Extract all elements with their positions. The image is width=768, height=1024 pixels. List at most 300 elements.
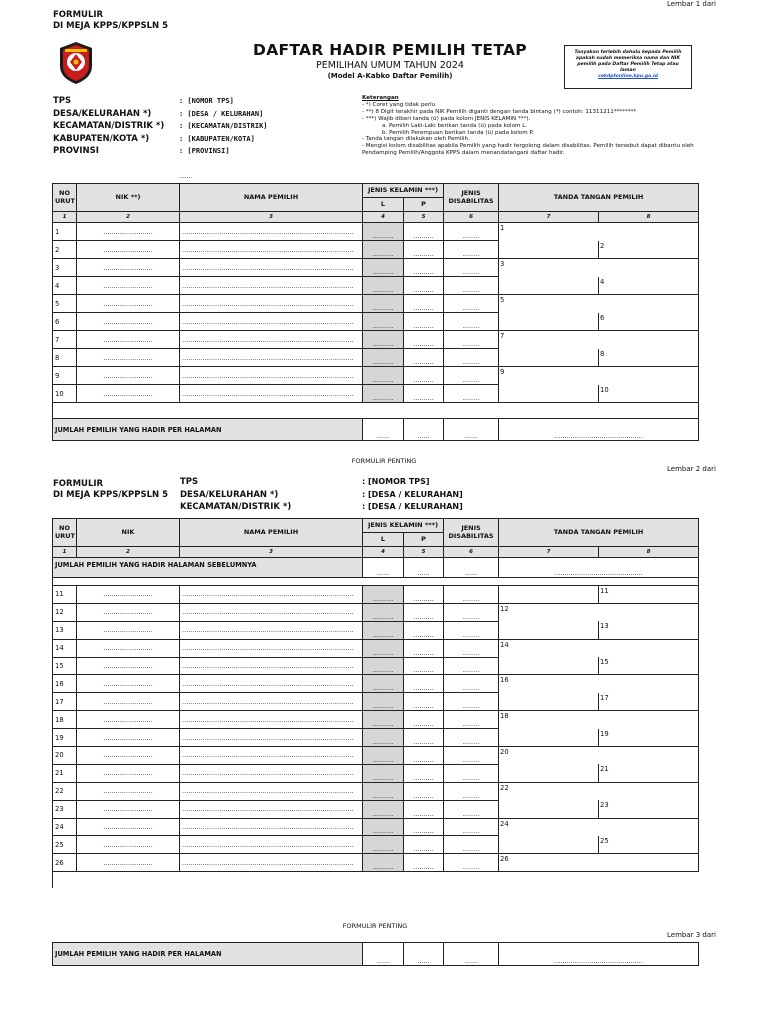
nama-cell[interactable]: ...................................................................................	[180, 295, 363, 313]
l-cell[interactable]: ..........	[363, 586, 404, 604]
signature-empty	[599, 259, 699, 277]
no-urut-cell: 8	[53, 349, 77, 367]
nik-cell[interactable]: ........................	[77, 675, 180, 693]
page2-field-labels	[180, 476, 360, 514]
nik-cell[interactable]: ........................	[77, 854, 180, 872]
signature-empty	[599, 331, 699, 349]
disabilitas-cell[interactable]: ........	[444, 241, 499, 259]
index-cell: 3	[180, 547, 363, 558]
signature-cell[interactable]	[499, 854, 599, 872]
signature-cell[interactable]	[599, 277, 699, 295]
no-urut-cell: 6	[53, 313, 77, 331]
signature-number: 4	[600, 277, 605, 286]
field-value-kecamatan[interactable]: : [KECAMATAN/DISTRIK]	[179, 122, 268, 130]
disabilitas-cell[interactable]: ........	[444, 693, 499, 711]
kpu-logo-icon	[56, 40, 96, 86]
signature-cell[interactable]	[499, 603, 599, 621]
model-label: (Model A-Kabko Daftar Pemilih)	[327, 72, 453, 80]
page2-table	[52, 518, 699, 888]
header-tanda-tangan: TANDA TANGAN PEMILIH	[499, 519, 699, 547]
signature-number: 2	[600, 241, 605, 250]
page-title: DAFTAR HADIR PEMILIH TETAP	[253, 41, 527, 59]
p-cell[interactable]: ..........	[404, 313, 444, 331]
signature-number: 18	[500, 712, 509, 721]
header-p: P	[404, 198, 444, 212]
header-no-urut: NO URUT	[53, 519, 77, 547]
disabilitas-cell[interactable]: ........	[444, 818, 499, 836]
signature-empty	[599, 603, 699, 621]
p-cell[interactable]: ..........	[404, 241, 444, 259]
nama-cell[interactable]: ...................................................................................	[180, 729, 363, 747]
disabilitas-cell[interactable]: ........	[444, 764, 499, 782]
table-row	[53, 367, 699, 385]
disabilitas-cell[interactable]: ........	[444, 313, 499, 331]
signature-empty	[599, 782, 699, 800]
signature-cell[interactable]	[599, 764, 699, 782]
disabilitas-cell[interactable]: ........	[444, 586, 499, 604]
disabilitas-cell[interactable]: ........	[444, 657, 499, 675]
disabilitas-cell[interactable]: ........	[444, 711, 499, 729]
no-urut-cell: 14	[53, 639, 77, 657]
signature-number: 3	[500, 260, 505, 268]
nama-cell[interactable]: ...................................................................................	[180, 639, 363, 657]
table-row	[53, 349, 699, 367]
l-cell[interactable]: ..........	[363, 385, 404, 403]
field-label-tps: TPS	[53, 96, 72, 106]
p-cell[interactable]: ..........	[404, 295, 444, 313]
sum-l[interactable]: ......	[363, 558, 404, 578]
no-urut-cell: 10	[53, 385, 77, 403]
l-cell[interactable]: ..........	[363, 223, 404, 241]
field-label-desa: DESA/KELURAHAN *)	[180, 489, 279, 500]
signature-empty	[499, 800, 599, 818]
l-cell[interactable]: ..........	[363, 693, 404, 711]
table-row	[53, 241, 699, 259]
p-cell[interactable]: ..........	[404, 603, 444, 621]
nama-cell[interactable]: ...................................................................................	[180, 259, 363, 277]
index-cell: 2	[77, 547, 180, 558]
header-nik: NIK **)	[77, 184, 180, 212]
l-cell[interactable]: ..........	[363, 836, 404, 854]
signature-number: 19	[600, 729, 609, 738]
signature-cell[interactable]	[499, 675, 599, 693]
signature-number: 13	[600, 622, 609, 631]
disabilitas-cell[interactable]: ........	[444, 800, 499, 818]
page1-field-values	[179, 95, 349, 158]
signature-cell[interactable]	[599, 349, 699, 367]
no-urut-cell: 3	[53, 259, 77, 277]
nik-cell[interactable]: ........................	[77, 385, 180, 403]
no-urut-cell: 9	[53, 367, 77, 385]
p-cell[interactable]: ..........	[404, 349, 444, 367]
index-cell: 5	[404, 547, 444, 558]
nama-cell[interactable]: ...................................................................................	[180, 800, 363, 818]
no-urut-cell: 2	[53, 241, 77, 259]
spacer-row	[53, 403, 699, 419]
index-cell: 8	[599, 212, 699, 223]
l-cell[interactable]: ..........	[363, 367, 404, 385]
sum-p[interactable]: ......	[404, 419, 444, 441]
nik-cell[interactable]: ........................	[77, 693, 180, 711]
no-urut-cell: 18	[53, 711, 77, 729]
header-l: L	[363, 198, 404, 212]
no-urut-cell: 16	[53, 675, 77, 693]
no-urut-cell: 1	[53, 223, 77, 241]
signature-empty	[599, 295, 699, 313]
spacer-cell	[53, 872, 699, 888]
header-jenis-kelamin: JENIS KELAMIN ***)	[363, 184, 444, 198]
field-value-kecamatan[interactable]: : [DESA / KELURAHAN]	[362, 502, 463, 511]
l-cell[interactable]: ..........	[363, 277, 404, 295]
p-cell[interactable]: ..........	[404, 639, 444, 657]
sum-l[interactable]: ......	[363, 419, 404, 441]
l-cell[interactable]: ..........	[363, 639, 404, 657]
signature-empty	[599, 711, 699, 729]
l-cell[interactable]: ..........	[363, 675, 404, 693]
table-row	[53, 313, 699, 331]
l-cell[interactable]: ..........	[363, 603, 404, 621]
signature-number: 11	[600, 587, 609, 595]
sum-l[interactable]: ......	[363, 943, 404, 966]
nik-cell[interactable]: ........................	[77, 621, 180, 639]
page1-footer: FORMULIR PENTING	[351, 457, 417, 465]
table-row	[53, 586, 699, 604]
nama-cell[interactable]: ...................................................................................	[180, 313, 363, 331]
nik-cell[interactable]: ........................	[77, 639, 180, 657]
field-label-desa: DESA/KELURAHAN *)	[53, 108, 152, 119]
p-cell[interactable]: ..........	[404, 782, 444, 800]
sum-tanda-tangan[interactable]: ...........................................	[499, 419, 699, 441]
p-cell[interactable]: ..........	[404, 800, 444, 818]
disabilitas-cell[interactable]: ........	[444, 729, 499, 747]
signature-empty	[499, 621, 599, 639]
nama-cell[interactable]: ...................................................................................	[180, 693, 363, 711]
disabilitas-cell[interactable]: ........	[444, 675, 499, 693]
signature-cell[interactable]	[499, 818, 599, 836]
header-no-urut: NO URUT	[53, 184, 77, 212]
disabilitas-cell[interactable]: ........	[444, 747, 499, 765]
sum-tanda-tangan[interactable]: ...........................................	[499, 558, 699, 578]
disabilitas-cell[interactable]: ........	[444, 854, 499, 872]
p-cell[interactable]: ..........	[404, 657, 444, 675]
nik-cell[interactable]: ........................	[77, 729, 180, 747]
index-cell: 3	[180, 212, 363, 223]
l-cell[interactable]: ..........	[363, 711, 404, 729]
index-cell: 4	[363, 547, 404, 558]
nama-cell[interactable]: ...................................................................................	[180, 764, 363, 782]
p-cell[interactable]: ..........	[404, 621, 444, 639]
table-row	[53, 782, 699, 800]
no-urut-cell: 25	[53, 836, 77, 854]
l-cell[interactable]: ..........	[363, 313, 404, 331]
signature-number: 16	[500, 676, 509, 685]
nik-cell[interactable]: ........................	[77, 259, 180, 277]
index-cell: 6	[444, 212, 499, 223]
notice-link[interactable]: cekdptonline.kpu.go.id	[598, 74, 658, 79]
p-cell[interactable]: ..........	[404, 711, 444, 729]
jumlah-sebelumnya-label: JUMLAH PEMILIH YANG HADIR HALAMAN SEBELUMNYA	[53, 558, 363, 578]
p-cell[interactable]: ..........	[404, 586, 444, 604]
keterangan-line: - Mengisi kolom disabilitas apabila Pemilih yang hadir tergolong dalam disabilitas. Pemilih tersebut dapat dibantu oleh Pendamping Pemilih/Anggota KPPS dalam menandatangani daftar hadir.	[362, 143, 694, 157]
nama-cell[interactable]: ...................................................................................	[180, 367, 363, 385]
p-cell[interactable]: ..........	[404, 259, 444, 277]
nik-cell[interactable]: ........................	[77, 603, 180, 621]
nama-cell[interactable]: ...................................................................................	[180, 241, 363, 259]
disabilitas-cell[interactable]: ........	[444, 639, 499, 657]
nik-cell[interactable]: ........................	[77, 764, 180, 782]
signature-empty	[499, 836, 599, 854]
header-jenis-kelamin: JENIS KELAMIN ***)	[363, 519, 444, 533]
nik-cell[interactable]: ........................	[77, 313, 180, 331]
signature-cell[interactable]	[499, 259, 599, 277]
field-value-desa[interactable]: : [DESA / KELURAHAN]	[362, 489, 463, 499]
table-row	[53, 800, 699, 818]
l-cell[interactable]: ..........	[363, 621, 404, 639]
signature-empty	[599, 223, 699, 241]
nik-cell[interactable]: ........................	[77, 711, 180, 729]
notice-box	[564, 45, 692, 89]
nama-cell[interactable]: ...................................................................................	[180, 385, 363, 403]
signature-cell[interactable]	[499, 331, 599, 349]
p-cell[interactable]: ..........	[404, 764, 444, 782]
nik-cell[interactable]: ........................	[77, 367, 180, 385]
l-cell[interactable]: ..........	[363, 295, 404, 313]
signature-cell[interactable]	[599, 657, 699, 675]
field-label-kecamatan: KECAMATAN/DISTRIK *)	[53, 121, 165, 131]
nik-cell[interactable]: ........................	[77, 223, 180, 241]
signature-cell[interactable]	[499, 295, 599, 313]
p-cell[interactable]: ..........	[404, 747, 444, 765]
signature-cell[interactable]	[599, 729, 699, 747]
field-value-provinsi[interactable]: : [PROVINSI]	[179, 147, 230, 155]
signature-cell[interactable]	[599, 621, 699, 639]
table-row	[53, 603, 699, 621]
no-urut-cell: 22	[53, 782, 77, 800]
disabilitas-cell[interactable]: ........	[444, 277, 499, 295]
signature-number: 6	[600, 313, 605, 322]
signature-cell[interactable]	[599, 241, 699, 259]
l-cell[interactable]: ..........	[363, 349, 404, 367]
nama-cell[interactable]: ...................................................................................	[180, 747, 363, 765]
l-cell[interactable]: ..........	[363, 331, 404, 349]
signature-cell[interactable]	[599, 800, 699, 818]
no-urut-cell: 23	[53, 800, 77, 818]
signature-empty	[499, 657, 599, 675]
page2-footer: FORMULIR PENTING	[342, 922, 408, 930]
keterangan-line: - *) Coret yang tidak perlu	[362, 101, 436, 108]
no-urut-cell: 4	[53, 277, 77, 295]
signature-cell[interactable]	[599, 313, 699, 331]
signature-cell[interactable]	[499, 747, 599, 765]
nama-cell[interactable]: ...................................................................................	[180, 711, 363, 729]
signature-empty	[499, 385, 599, 403]
nik-cell[interactable]: ........................	[77, 331, 180, 349]
signature-empty	[499, 586, 599, 604]
signature-number: 12	[500, 604, 509, 613]
p-cell[interactable]: ..........	[404, 331, 444, 349]
signature-cell[interactable]	[499, 711, 599, 729]
nama-cell[interactable]: ...................................................................................	[180, 277, 363, 295]
table-row	[53, 657, 699, 675]
signature-cell[interactable]	[599, 836, 699, 854]
signature-number: 23	[600, 801, 609, 810]
l-cell[interactable]: ..........	[363, 818, 404, 836]
signature-cell[interactable]	[599, 693, 699, 711]
signature-number: 15	[600, 658, 609, 667]
p-cell[interactable]: ..........	[404, 818, 444, 836]
formulir-line2: DI MEJA KPPS/KPPSLN 5	[53, 490, 168, 500]
p-cell[interactable]: ..........	[404, 223, 444, 241]
signature-empty	[599, 818, 699, 836]
page3-table	[52, 942, 699, 966]
p-cell[interactable]: ..........	[404, 385, 444, 403]
field-label-provinsi: PROVINSI	[53, 146, 99, 156]
table-row	[53, 675, 699, 693]
nik-cell[interactable]: ........................	[77, 747, 180, 765]
extra-dots: .......	[179, 173, 193, 180]
nama-cell[interactable]: ...................................................................................	[180, 349, 363, 367]
disabilitas-cell[interactable]: ........	[444, 223, 499, 241]
disabilitas-cell[interactable]: ........	[444, 385, 499, 403]
disabilitas-cell[interactable]: ........	[444, 259, 499, 277]
nama-cell[interactable]: ...................................................................................	[180, 586, 363, 604]
l-cell[interactable]: ..........	[363, 782, 404, 800]
nama-cell[interactable]: ...................................................................................	[180, 854, 363, 872]
signature-empty	[599, 747, 699, 765]
spacer-row	[53, 872, 699, 888]
nik-cell[interactable]: ........................	[77, 349, 180, 367]
disabilitas-cell[interactable]: ........	[444, 782, 499, 800]
signature-empty	[499, 277, 599, 295]
index-cell: 1	[53, 547, 77, 558]
nama-cell[interactable]: ...................................................................................	[180, 818, 363, 836]
sum-p[interactable]: ......	[404, 558, 444, 578]
jumlah-per-halaman-label: JUMLAH PEMILIH YANG HADIR PER HALAMAN	[53, 419, 363, 441]
nama-cell[interactable]: ...................................................................................	[180, 331, 363, 349]
field-value-tps[interactable]: : [NOMOR TPS]	[362, 477, 430, 486]
l-cell[interactable]: ..........	[363, 800, 404, 818]
l-cell[interactable]: ..........	[363, 854, 404, 872]
table-row	[53, 693, 699, 711]
header-nik: NIK	[77, 519, 180, 547]
p-cell[interactable]: ..........	[404, 277, 444, 295]
signature-cell[interactable]	[499, 367, 599, 385]
signature-number: 21	[600, 765, 609, 774]
nik-cell[interactable]: ........................	[77, 277, 180, 295]
p-cell[interactable]: ..........	[404, 836, 444, 854]
disabilitas-cell[interactable]: ........	[444, 331, 499, 349]
formulir-line1: FORMULIR	[53, 10, 104, 20]
signature-empty	[499, 349, 599, 367]
signature-cell[interactable]	[599, 586, 699, 604]
nama-cell[interactable]: ...................................................................................	[180, 782, 363, 800]
no-urut-cell: 21	[53, 764, 77, 782]
sum-p[interactable]: ......	[404, 943, 444, 966]
signature-cell[interactable]	[499, 782, 599, 800]
nik-cell[interactable]: ........................	[77, 782, 180, 800]
disabilitas-cell[interactable]: ........	[444, 367, 499, 385]
no-urut-cell: 26	[53, 854, 77, 872]
signature-number: 7	[500, 332, 505, 340]
table-row	[53, 621, 699, 639]
field-value-desa[interactable]: : [DESA / KELURAHAN]	[179, 109, 264, 118]
formulir-line2: DI MEJA KPPS/KPPSLN 5	[53, 21, 168, 31]
table-row	[53, 854, 699, 872]
signature-empty	[599, 675, 699, 693]
l-cell[interactable]: ..........	[363, 259, 404, 277]
field-label-kabupaten: KABUPATEN/KOTA *)	[53, 133, 150, 144]
nama-cell[interactable]: ...................................................................................	[180, 621, 363, 639]
disabilitas-cell[interactable]: ........	[444, 295, 499, 313]
no-urut-cell: 5	[53, 295, 77, 313]
l-cell[interactable]: ..........	[363, 747, 404, 765]
index-cell: 4	[363, 212, 404, 223]
nama-cell[interactable]: ...................................................................................	[180, 223, 363, 241]
nama-cell[interactable]: ...................................................................................	[180, 675, 363, 693]
sum-disabilitas[interactable]: ......	[444, 558, 499, 578]
page-subtitle: PEMILIHAN UMUM TAHUN 2024	[316, 60, 464, 71]
table-row	[53, 764, 699, 782]
l-cell[interactable]: ..........	[363, 764, 404, 782]
nik-cell[interactable]: ........................	[77, 800, 180, 818]
p-cell[interactable]: ..........	[404, 675, 444, 693]
page1-field-labels	[53, 95, 178, 158]
signature-cell[interactable]	[499, 639, 599, 657]
p-cell[interactable]: ..........	[404, 854, 444, 872]
signature-number: 8	[600, 349, 605, 358]
l-cell[interactable]: ..........	[363, 729, 404, 747]
p-cell[interactable]: ..........	[404, 729, 444, 747]
sum-tanda-tangan[interactable]: ...........................................	[499, 943, 699, 966]
l-cell[interactable]: ..........	[363, 657, 404, 675]
page1-formulir-label	[53, 10, 168, 32]
signature-empty	[599, 367, 699, 385]
nik-cell[interactable]: ........................	[77, 836, 180, 854]
nama-cell[interactable]: ...................................................................................	[180, 836, 363, 854]
field-value-kabupaten[interactable]: : [KABUPATEN/KOTA]	[179, 134, 255, 143]
l-cell[interactable]: ..........	[363, 241, 404, 259]
signature-cell[interactable]	[599, 385, 699, 403]
signature-cell[interactable]	[499, 223, 599, 241]
nama-cell[interactable]: ...................................................................................	[180, 657, 363, 675]
nik-cell[interactable]: ........................	[77, 818, 180, 836]
signature-number: 25	[600, 836, 609, 845]
keterangan-title: Keterangan	[362, 95, 399, 101]
index-cell: 7	[499, 547, 599, 558]
no-urut-cell: 15	[53, 657, 77, 675]
disabilitas-cell[interactable]: ........	[444, 603, 499, 621]
table-row	[53, 747, 699, 765]
nik-cell[interactable]: ........................	[77, 241, 180, 259]
nama-cell[interactable]: ...................................................................................	[180, 603, 363, 621]
nik-cell[interactable]: ........................	[77, 657, 180, 675]
p-cell[interactable]: ..........	[404, 367, 444, 385]
table-row	[53, 223, 699, 241]
nik-cell[interactable]: ........................	[77, 586, 180, 604]
signature-number: 10	[600, 385, 609, 394]
field-value-tps[interactable]: : [NOMOR TPS]	[179, 97, 234, 105]
p-cell[interactable]: ..........	[404, 693, 444, 711]
sum-disabilitas[interactable]: ......	[444, 419, 499, 441]
nik-cell[interactable]: ........................	[77, 295, 180, 313]
disabilitas-cell[interactable]: ........	[444, 349, 499, 367]
disabilitas-cell[interactable]: ........	[444, 836, 499, 854]
signature-number: 9	[500, 368, 505, 376]
table-row	[53, 259, 699, 277]
signature-empty	[499, 693, 599, 711]
disabilitas-cell[interactable]: ........	[444, 621, 499, 639]
sum-disabilitas[interactable]: ......	[444, 943, 499, 966]
